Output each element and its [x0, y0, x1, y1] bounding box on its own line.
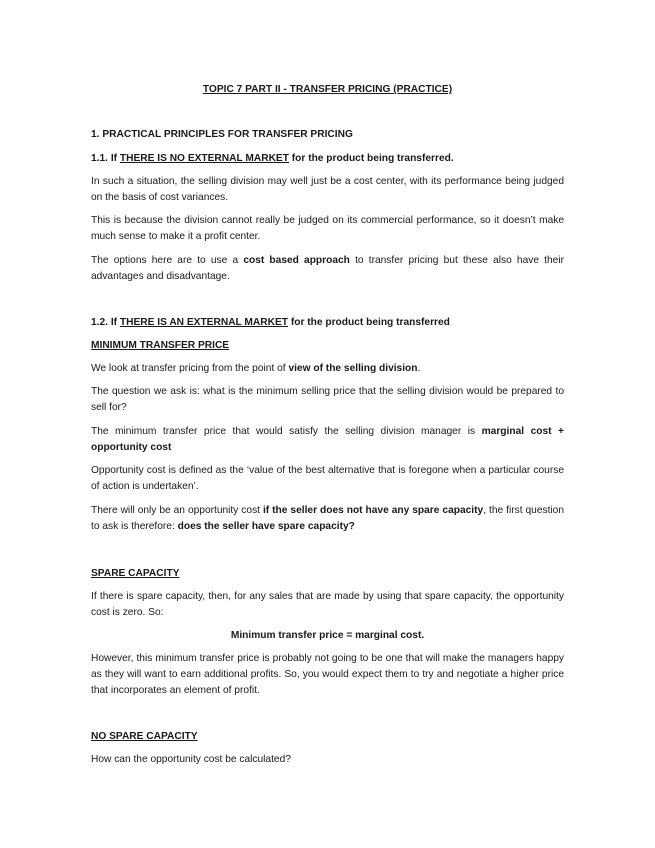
subsection-underlined: THERE IS AN EXTERNAL MARKET [119, 317, 288, 328]
text: . [417, 363, 421, 374]
paragraph: The question we ask is: what is the minimum selling price that the selling division would be prepared to sell for? [91, 386, 564, 413]
minimum-transfer-price-heading: MINIMUM TRANSFER PRICE [91, 340, 230, 351]
paragraph [91, 503, 564, 535]
paragraph: If there is spare capacity, then, for any sales that are made by using that spare capacity, the opportunity cost is zero. So: [91, 591, 564, 618]
title-text: TOPIC 7 PART II - TRANSFER PRICING (PRACTICE) [202, 84, 453, 95]
paragraph: This is because the division cannot really be judged on its commercial performance, so it doesn’t make much sense to make it a profit center. [91, 215, 564, 242]
bold-text: view of the selling division [288, 363, 418, 374]
subsection-suffix: for the product being transferred [288, 317, 450, 328]
paragraph: However, this minimum transfer price is probably not going to be one that will make the managers happy as they will want to earn additional profits. So, you would expect them to try and negotiate a higher price that incorporates an element of profit. [91, 653, 564, 696]
section-1-heading: 1. PRACTICAL PRINCIPLES FOR TRANSFER PRICING [91, 129, 353, 140]
subsection-suffix: for the product being transferred. [288, 153, 454, 164]
bold-text: marginal cost + opportunity cost [91, 426, 564, 453]
paragraph: Opportunity cost is defined as the ‘value of the best alternative that is foregone when a particular course of action is undertaken’. [91, 465, 564, 492]
subsection-prefix: 1.1. If [91, 153, 120, 164]
text: There will only be an opportunity cost [91, 505, 263, 516]
text: The options here are to use a [91, 255, 244, 266]
text: , the first question to ask is therefore: [91, 505, 565, 532]
text: to transfer pricing but these also have their advantages and disadvantage. [91, 255, 565, 282]
text: The minimum transfer price that would satisfy the selling division manager is [91, 426, 482, 437]
spare-capacity-heading: SPARE CAPACITY [91, 568, 180, 579]
bold-text: does the seller have spare capacity? [177, 521, 355, 532]
no-spare-capacity-heading: NO SPARE CAPACITY [91, 731, 198, 742]
subsection-1-1-heading [91, 151, 564, 167]
subsection-prefix: 1.2. If [91, 317, 120, 328]
formula: Minimum transfer price = marginal cost. [230, 630, 425, 641]
subsection-underlined: THERE IS NO EXTERNAL MARKET [119, 153, 289, 164]
paragraph [91, 424, 564, 456]
subsection-1-2-heading [91, 315, 564, 331]
paragraph [91, 253, 564, 285]
bold-text: cost based approach [243, 255, 350, 266]
paragraph: How can the opportunity cost be calculated? [91, 754, 291, 765]
paragraph [91, 361, 564, 377]
text: We look at transfer pricing from the point of [91, 363, 289, 374]
bold-text: if the seller does not have any spare capacity [262, 505, 484, 516]
paragraph: In such a situation, the selling division may well just be a cost center, with its performance being judged on the basis of cost variances. [91, 176, 564, 203]
document-title [91, 82, 564, 98]
